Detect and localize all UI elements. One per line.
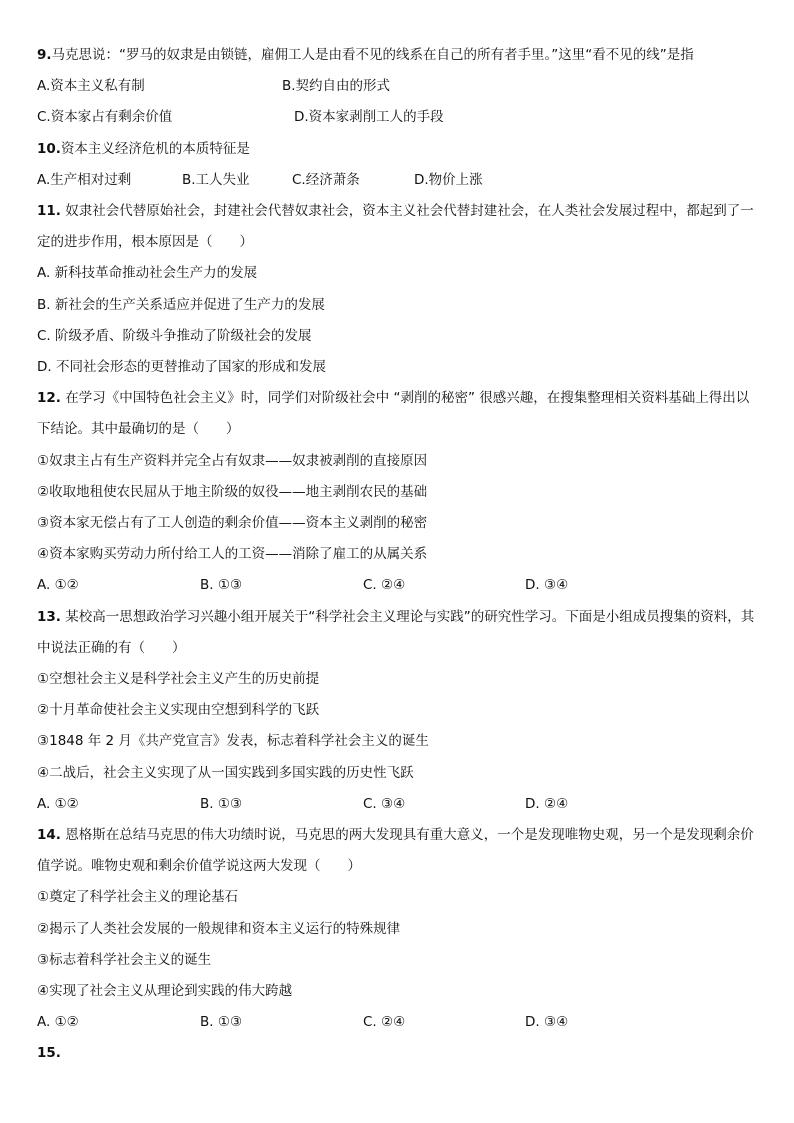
question-14-options [37, 1007, 759, 1038]
question-12-options [37, 570, 759, 601]
q12-option-c: C. ②④ [363, 577, 406, 594]
q12-statement-4: ④资本家购买劳动力所付给工人的工资——消除了雇工的从属关系 [37, 546, 428, 563]
q14-statement-1: ①奠定了科学社会主义的理论基石 [37, 889, 239, 906]
q14-option-a: A. ①② [37, 1014, 79, 1031]
q13-statement-4: ④二战后，社会主义实现了从一国实践到多国实践的历史性飞跃 [37, 764, 414, 781]
question-10-options [37, 165, 759, 196]
q14-option-b: B. ①③ [200, 1014, 243, 1031]
q9-option-c: C.资本家占有剩余价值 [37, 109, 173, 126]
q13-option-d: D. ②④ [525, 795, 569, 812]
question-13-options [37, 789, 759, 820]
question-11-stem: 11. 奴隶社会代替原始社会，封建社会代替奴隶社会，资本主义社会代替封建社会，在人类社会发展过程中，都起到了一定的进步作用，根本原因是（ ） [37, 202, 754, 251]
q14-statement-3: ③标志着科学社会主义的诞生 [37, 951, 212, 968]
q13-statement-3: ③1848 年 2 月《共产党宣言》发表，标志着科学社会主义的诞生 [37, 733, 429, 750]
q11-option-b: B. 新社会的生产关系适应并促进了生产力的发展 [37, 296, 325, 313]
question-9-options-row-2 [37, 102, 759, 133]
question-13-stem: 13. 某校高一思想政治学习兴趣小组开展关于“科学社会主义理论与实践”的研究性学习。下面是小组成员搜集的资料，其中说法正确的有（ ） [37, 608, 755, 656]
q11-option-a: A. 新科技革命推动社会生产力的发展 [37, 265, 258, 282]
q14-option-d: D. ③④ [525, 1014, 569, 1031]
q14-option-c: C. ②④ [363, 1014, 406, 1031]
question-9-options-row-1 [37, 71, 759, 102]
q12-statement-1: ①奴隶主占有生产资料并完全占有奴隶——奴隶被剥削的直接原因 [37, 452, 428, 469]
q12-option-d: D. ③④ [525, 577, 569, 594]
q10-option-d: D.物价上涨 [414, 171, 483, 188]
q9-option-d: D.资本家剥削工人的手段 [294, 109, 444, 126]
q13-statement-1: ①空想社会主义是科学社会主义产生的历史前提 [37, 671, 320, 687]
question-12-stem: 12. 在学习《中国特色社会主义》时，同学们对阶级社会中 “剥削的秘密” 很感兴趣，在搜集整理相关资料基础上得出以下结论。其中最确切的是（ ） [37, 390, 750, 438]
q10-option-c: C.经济萧条 [292, 171, 360, 188]
q12-statement-3: ③资本家无偿占有了工人创造的剩余价值——资本主义剥削的秘密 [37, 515, 428, 531]
q13-option-b: B. ①③ [200, 795, 243, 812]
q14-statement-4: ④实现了社会主义从理论到实践的伟大跨越 [37, 983, 293, 1000]
q14-statement-2: ②揭示了人类社会发展的一般规律和资本主义运行的特殊规律 [37, 920, 401, 937]
q11-option-d: D. 不同社会形态的更替推动了国家的形成和发展 [37, 358, 326, 375]
q13-option-c: C. ③④ [363, 795, 406, 812]
q9-option-b: B.契约自由的形式 [282, 78, 391, 95]
question-14-stem: 14. 恩格斯在总结马克思的伟大功绩时说，马克思的两大发现具有重大意义，一个是发现唯物史观，另一个是发现剩余价值学说。唯物史观和剩余价值学说这两大发现（ ） [37, 827, 754, 875]
q11-option-c: C. 阶级矛盾、阶级斗争推动了阶级社会的发展 [37, 327, 312, 344]
q12-option-b: B. ①③ [200, 577, 243, 594]
q13-option-a: A. ①② [37, 795, 79, 812]
q12-option-a: A. ①② [37, 577, 79, 594]
q9-option-a: A.资本主义私有制 [37, 78, 145, 95]
exam-page [37, 40, 759, 1070]
q10-option-b: B.工人失业 [182, 171, 250, 188]
q10-option-a: A.生产相对过剩 [37, 171, 132, 188]
question-9-stem: 9.马克思说：“罗马的奴隶是由锁链，雇佣工人是由看不见的线系在自己的所有者手里。”这里“看不见的线”是指 [37, 47, 694, 63]
q12-statement-2: ②收取地租使农民屈从于地主阶级的奴役——地主剥削农民的基础 [37, 483, 428, 500]
question-10-stem: 10.资本主义经济危机的本质特征是 [37, 140, 250, 157]
q13-statement-2: ②十月革命使社会主义实现由空想到科学的飞跃 [37, 702, 320, 719]
question-15-number: 15. [37, 1045, 61, 1062]
